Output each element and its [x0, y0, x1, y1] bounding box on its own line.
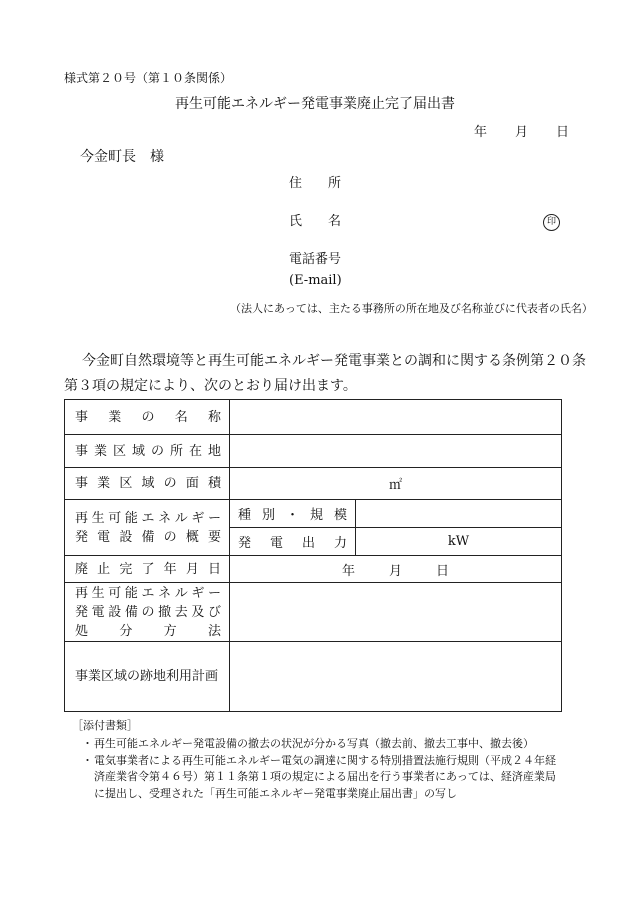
land-use-plan-field[interactable]	[230, 642, 562, 712]
corporation-note: （法人にあっては、主たる事務所の所在地及び名称並びに代表者の氏名）	[230, 302, 593, 315]
area-unit: ㎡	[388, 478, 402, 493]
removal-label-line-3: 処分方法	[75, 623, 221, 639]
form-number: 様式第２０号（第１０条関係）	[64, 71, 233, 85]
business-name-field[interactable]	[230, 400, 562, 435]
seal-mark	[543, 209, 560, 231]
phone-label: 電話番号	[289, 252, 342, 267]
type-scale-field[interactable]	[356, 500, 562, 528]
completion-day-label: 日	[436, 563, 450, 579]
table-row	[65, 468, 562, 500]
email-label: (E-mail)	[289, 273, 342, 288]
completion-month-label: 月	[388, 563, 402, 579]
completion-date-label: 廃止完了年月日	[65, 556, 230, 583]
completion-date-units	[230, 560, 561, 579]
table-row	[65, 583, 562, 642]
area-size-label: 事業区域の面積	[65, 468, 230, 500]
table-row	[65, 400, 562, 435]
name-label: 氏 名	[289, 214, 342, 229]
removal-method-field[interactable]	[230, 583, 562, 642]
addressee: 今金町長 様	[80, 149, 164, 165]
overview-label-line-1: 再生可能エネルギー	[75, 510, 221, 526]
output-field[interactable]	[356, 528, 562, 556]
table-row	[65, 556, 562, 583]
overview-label	[65, 500, 230, 556]
date-year-label: 年	[474, 125, 488, 140]
body-text-line-1: 今金町自然環境等と再生可能エネルギー発電事業との調和に関する条例第２０条	[82, 353, 586, 369]
type-scale-label: 種別・規模	[230, 500, 356, 528]
area-location-field[interactable]	[230, 435, 562, 468]
removal-label-line-2: 発電設備の撤去及び	[75, 604, 221, 620]
application-table	[64, 399, 562, 712]
body-text-line-2: 第３項の規定により、次のとおり届け出ます。	[64, 378, 357, 394]
output-label: 発電出力	[230, 528, 356, 556]
area-location-label: 事業区域の所在地	[65, 435, 230, 468]
business-name-label: 事業の名称	[65, 400, 230, 435]
completion-year-label: 年	[341, 563, 355, 579]
date-day-label: 日	[556, 125, 570, 140]
attachments-list	[84, 736, 564, 802]
removal-method-label	[65, 583, 230, 642]
table-row	[65, 500, 562, 528]
overview-label-line-2: 発電設備の概要	[75, 529, 221, 545]
seal-icon: 印	[543, 214, 560, 231]
table-row	[65, 642, 562, 712]
document-title: 再生可能エネルギー発電事業廃止完了届出書	[175, 96, 455, 112]
attachment-item: ・ 電気事業者による再生可能エネルギー電気の調達に関する特別措置法施行規則（平成２４年経済産業省令第４６号）第１１条第１項の規定による届出を行う事業者にあっては、経済産業局に提出し、受理された「再生可能エネルギー発電事業廃止届出書」の写し	[84, 753, 564, 803]
output-unit: kW	[447, 534, 470, 549]
table-row	[65, 435, 562, 468]
attachment-item: ・ 再生可能エネルギー発電設備の撤去の状況が分かる写真（撤去前、撤去工事中、撤去後）	[84, 736, 564, 753]
completion-date-field[interactable]	[230, 556, 562, 583]
area-size-field[interactable]	[230, 468, 562, 500]
removal-label-line-1: 再生可能エネルギー	[75, 585, 221, 601]
address-label: 住 所	[289, 176, 342, 191]
date-month-label: 月	[515, 125, 529, 140]
attachments-heading: ［添付書類］	[72, 719, 138, 732]
land-use-plan-label: 事業区域の跡地利用計画	[65, 642, 230, 712]
